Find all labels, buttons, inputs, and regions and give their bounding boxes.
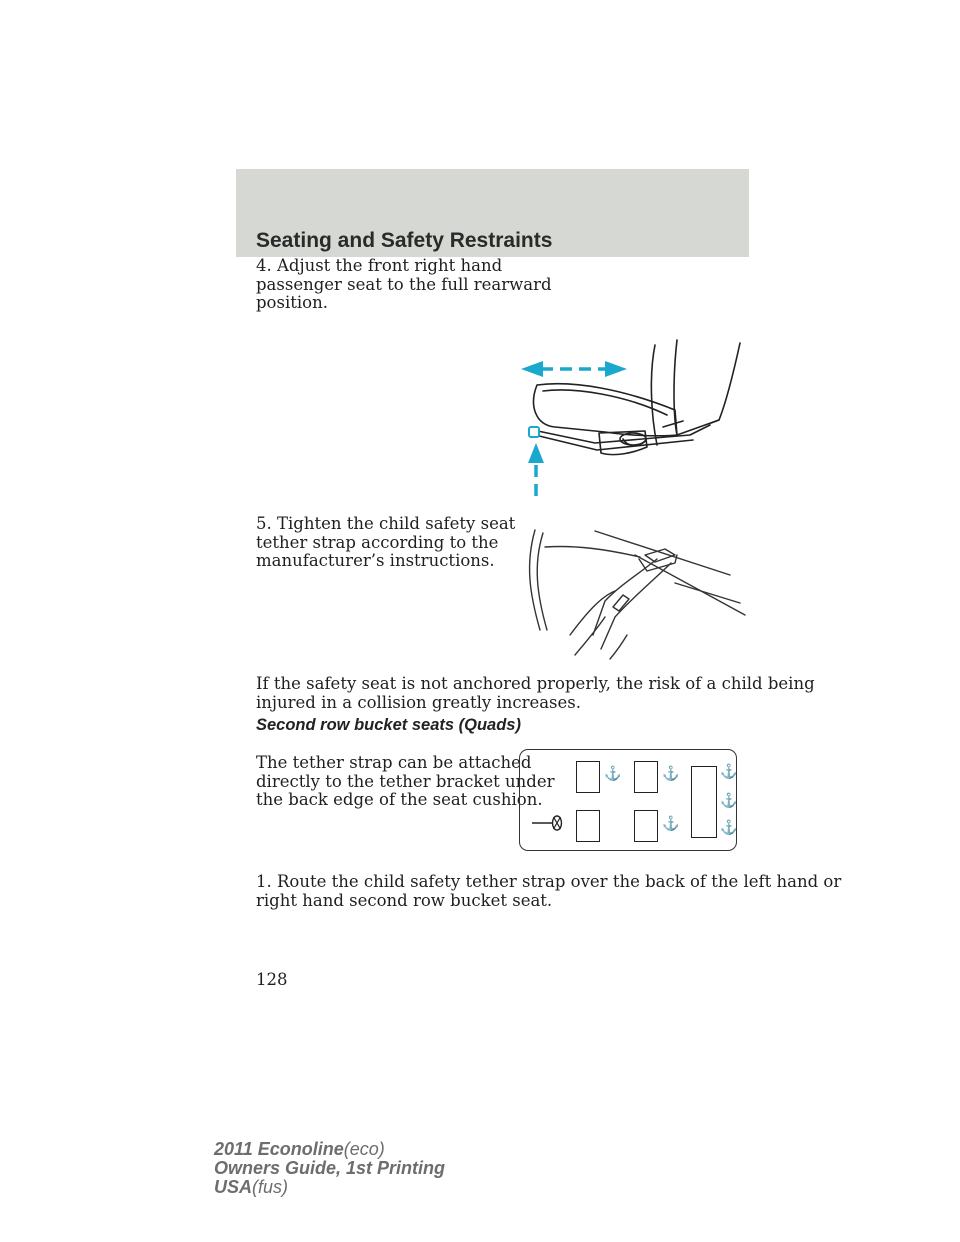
tether-tightening-illustration [515,525,750,660]
footer-line-1: 2011 Econoline(eco) [214,1139,385,1159]
anchor-icon: ⚓ [720,764,738,780]
seat-adjust-illustration [515,335,750,505]
seat-box [576,810,600,842]
step-4-text: 4. Adjust the front right hand passenger seat to the full rearward position. [256,256,552,312]
warning-text: If the safety seat is not anchored properly, the risk of a child being injured in a collision greatly increases. [256,674,815,712]
anchor-icon: ⚓ [604,766,622,782]
page-number: 128 [256,970,288,989]
anchor-icon: ⚓ [662,816,680,832]
footer-line-2: Owners Guide, 1st Printing [214,1158,446,1178]
tether-text: The tether strap can be attached directly to the tether bracket under the back edge of the seat cushion. [256,753,555,809]
seat-box [634,810,658,842]
seat-box [576,761,600,793]
bench-seat-box [691,766,717,838]
anchor-icon: ⚓ [662,766,680,782]
seating-layout-diagram [519,749,737,851]
section-title: Seating and Safety Restraints [256,229,553,252]
quads-subheading: Second row bucket seats (Quads) [256,716,521,734]
steering-wheel-icon [532,814,566,832]
seat-box [634,761,658,793]
footer-line-3: USA(fus) [214,1177,289,1197]
footer [214,1140,445,1197]
step-5-text: 5. Tighten the child safety seat tether strap according to the manufacturer’s instructions. [256,514,516,570]
anchor-icon: ⚓ [720,793,738,809]
step-1-text: 1. Route the child safety tether strap over the back of the left hand or right hand second row bucket seat. [256,872,842,910]
anchor-icon: ⚓ [720,820,738,836]
